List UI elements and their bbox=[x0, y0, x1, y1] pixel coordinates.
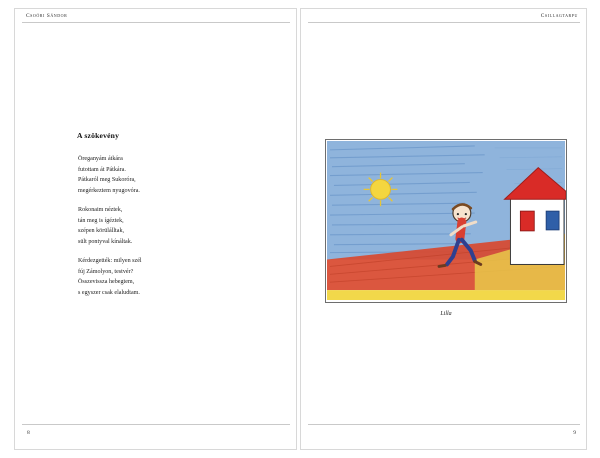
page-number-left: 8 bbox=[27, 430, 30, 436]
poem-body bbox=[78, 154, 258, 307]
poem-line: Pátkaról meg Sukoróra, bbox=[78, 177, 136, 183]
poem-line: szépen körülálltak, bbox=[78, 228, 125, 234]
poem-line: megérkeztem nyugovóra. bbox=[78, 187, 140, 194]
header-rule-right bbox=[308, 22, 580, 23]
poem-line: fúj Zámolyon, testvér? bbox=[78, 268, 134, 275]
poem-line: Összevissza hebegtem, bbox=[78, 279, 135, 285]
poem-line: Kérdezgették: milyen szél bbox=[78, 258, 142, 264]
poem-line: Öreganyám átkára bbox=[78, 156, 123, 162]
poem-stanza bbox=[78, 256, 258, 298]
child-drawing-icon bbox=[325, 139, 567, 303]
poem-stanza bbox=[78, 205, 258, 247]
poem-line: futottam át Pátkára. bbox=[78, 166, 126, 173]
page-number-right: 9 bbox=[573, 430, 576, 436]
poem-line: tán meg is ígéztek, bbox=[78, 217, 124, 224]
poem-line: sült pontyval kínáltak. bbox=[78, 238, 133, 245]
footer-rule-left bbox=[22, 424, 290, 425]
poem-title: A szökevény bbox=[77, 131, 120, 140]
running-head-left: Csoóri Sándor bbox=[26, 13, 68, 19]
poem-line: s egyszer csak elaludtam. bbox=[78, 289, 140, 296]
running-head-right: Csillagtarpu bbox=[540, 13, 578, 19]
header-rule-left bbox=[22, 22, 290, 23]
illustration-caption: Lilla bbox=[440, 311, 452, 317]
illustration-frame bbox=[325, 139, 567, 303]
footer-rule-right bbox=[308, 424, 580, 425]
poem-line: Rokonaim néztek, bbox=[78, 207, 123, 213]
poem-stanza bbox=[78, 154, 258, 196]
